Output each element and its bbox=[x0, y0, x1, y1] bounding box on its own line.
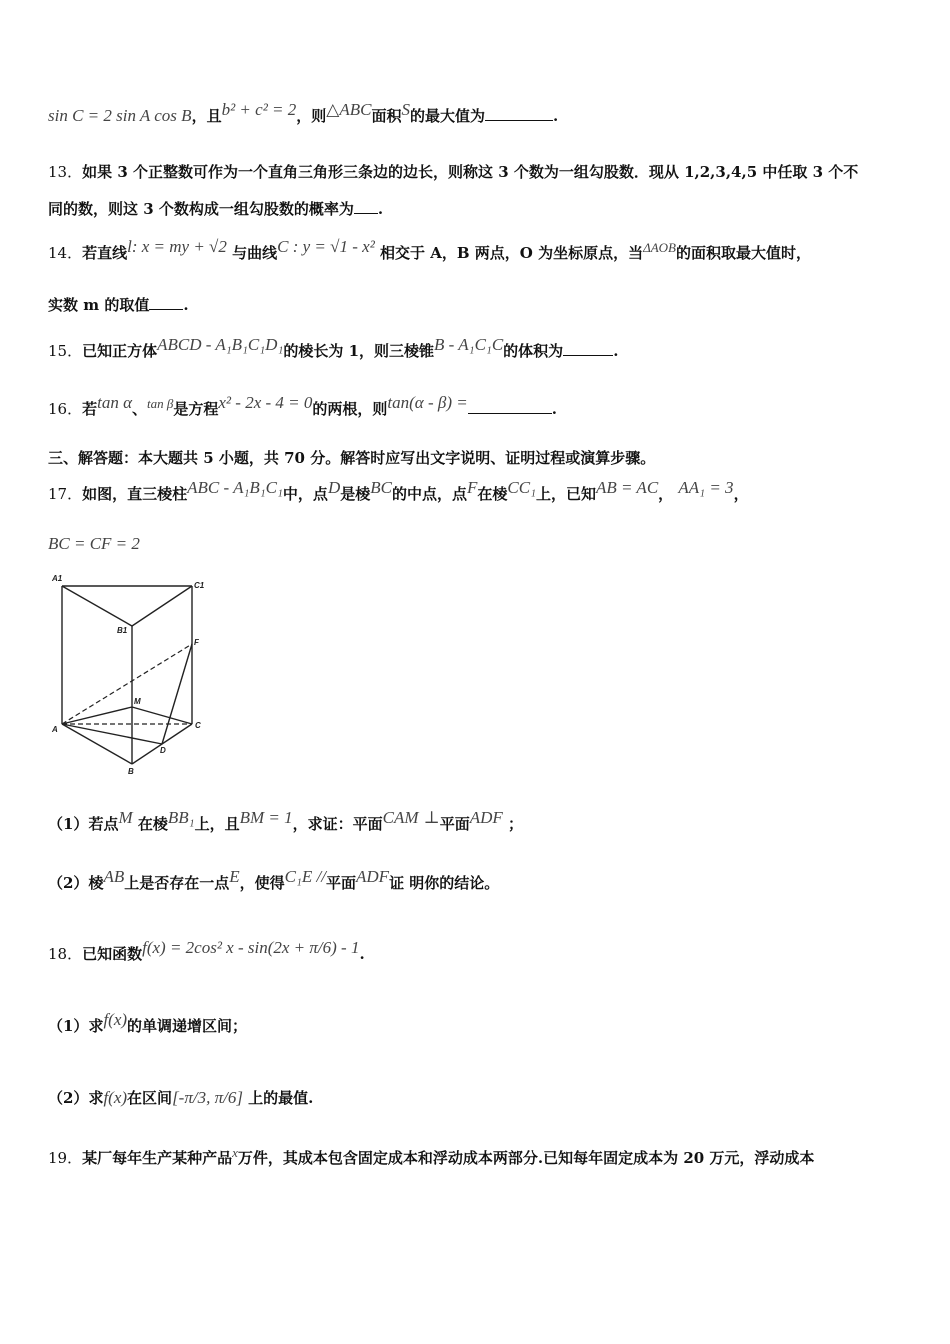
perpendicular-symbol: ⊥ bbox=[423, 808, 440, 827]
q17-line1: 17．如图，直三棱柱ABC - A₁B₁C₁中，点D是棱BC的中点，点F在棱CC₁上，已知AB = AC， AA₁ = 3， bbox=[48, 478, 749, 503]
answer-blank bbox=[149, 295, 183, 310]
formula-sinC: sin C = 2 sin A cos B bbox=[48, 106, 192, 125]
pyramid-name: B - A₁C₁C bbox=[434, 335, 504, 354]
q18: 18．已知函数f(x) = 2cos² x - sin(2x + π/6) - 1. bbox=[48, 938, 365, 963]
q17-part1: （1）若点M 在棱BB₁上，且BM = 1，求证：平面CAM ⊥平面ADF ； bbox=[48, 808, 524, 833]
edge-A1B1 bbox=[62, 586, 132, 626]
answer-blank bbox=[563, 341, 613, 356]
label-B1: B1 bbox=[117, 626, 128, 635]
q18-part2: （2）求f(x)在区间[-π/3, π/6] 上的最值. bbox=[48, 1088, 314, 1107]
label-F: F bbox=[194, 638, 199, 647]
q14-line1: 14．若直线l: x = my + √2 与曲线C : y = √1 - x² 相交于 A，B 两点，O 为坐标原点，当ΔAOB的面积取最大值时， bbox=[48, 237, 812, 262]
edge-B1C1 bbox=[132, 586, 192, 626]
tan-alpha: tan α bbox=[97, 393, 133, 412]
q16: 16．若tan α、tan β是方程x² - 2x - 4 = 0的两根，则tan(α - β) = . bbox=[48, 393, 557, 418]
quadratic-equation: x² - 2x - 4 = 0 bbox=[218, 393, 313, 412]
tan-beta: tan β bbox=[147, 396, 174, 411]
segment-AM bbox=[62, 707, 132, 724]
label-C: C bbox=[195, 721, 201, 730]
q15: 15．已知正方体ABCD - A₁B₁C₁D₁的棱长为 1，则三棱锥B - A₁C₁C的体积为 . bbox=[48, 335, 619, 360]
dashed-AF bbox=[62, 644, 192, 724]
cond-BC-CF: BC = CF = 2 bbox=[48, 534, 140, 553]
triangle-ABC: △ABC bbox=[326, 100, 372, 119]
q13-line1: 13．如果 3 个正整数可作为一个直角三角形三条边的边长，则称这 3 个数为一组勾股数．现从 1,2,3,4,5 中任取 3 个不 bbox=[48, 163, 859, 181]
section-heading: 三、解答题：本大题共 5 小题，共 70 分。解答时应写出文字说明、证明过程或演算步骤。 bbox=[48, 449, 656, 467]
interval: [-π/3, π/6] bbox=[172, 1088, 243, 1107]
label-B: B bbox=[128, 767, 134, 776]
area-S: S bbox=[401, 100, 410, 119]
q13-line2: 同的数，则这 3 个数构成一组勾股数的概率为 . bbox=[48, 200, 384, 218]
cond-BM: BM = 1 bbox=[239, 808, 293, 827]
curve-C: C : y = √1 - x² bbox=[277, 237, 375, 256]
line-l: l: x = my + √2 bbox=[127, 237, 227, 256]
answer-blank bbox=[485, 106, 553, 121]
label-M: M bbox=[134, 697, 141, 706]
label-D: D bbox=[160, 746, 166, 755]
prism-name: ABC - A₁B₁C₁ bbox=[187, 478, 283, 497]
answer-blank bbox=[354, 199, 378, 214]
q18-part1: （1）求f(x)的单调递增区间； bbox=[48, 1010, 248, 1035]
triangle-AOB: ΔAOB bbox=[643, 240, 676, 255]
q12-tail: sin C = 2 sin A cos B，且b² + c² = 2，则△ABC面积S的最大值为 . bbox=[48, 100, 559, 125]
label-C1: C1 bbox=[194, 581, 205, 590]
formula-b2c2: b² + c² = 2 bbox=[221, 100, 297, 119]
tan-difference: tan(α - β) = bbox=[387, 393, 468, 412]
answer-blank bbox=[468, 399, 552, 414]
label-A1: A1 bbox=[52, 574, 63, 583]
q17-part2: （2）棱AB上是否存在一点E，使得C₁E //平面ADF证 明你的结论。 bbox=[48, 867, 500, 892]
prism-figure bbox=[40, 572, 230, 782]
q19: 19．某厂每年生产某种产品x万件，其成本包含固定成本和浮动成本两部分.已知每年固定成本为 20 万元，浮动成本 bbox=[48, 1145, 815, 1167]
cond-AA1: AA₁ = 3 bbox=[678, 478, 734, 497]
q17-line2 bbox=[48, 534, 902, 554]
segment-MC bbox=[132, 707, 192, 724]
q14-line2: 实数 m 的取值 . bbox=[48, 296, 189, 314]
function-f: f(x) = 2cos² x - sin(2x + π/6) - 1 bbox=[142, 938, 360, 957]
edge-AB bbox=[62, 724, 132, 764]
segment-AD bbox=[62, 724, 162, 744]
label-A: A bbox=[52, 725, 58, 734]
cond-AB-AC: AB = AC bbox=[596, 478, 659, 497]
cube-name: ABCD - A₁B₁C₁D₁ bbox=[157, 335, 284, 354]
